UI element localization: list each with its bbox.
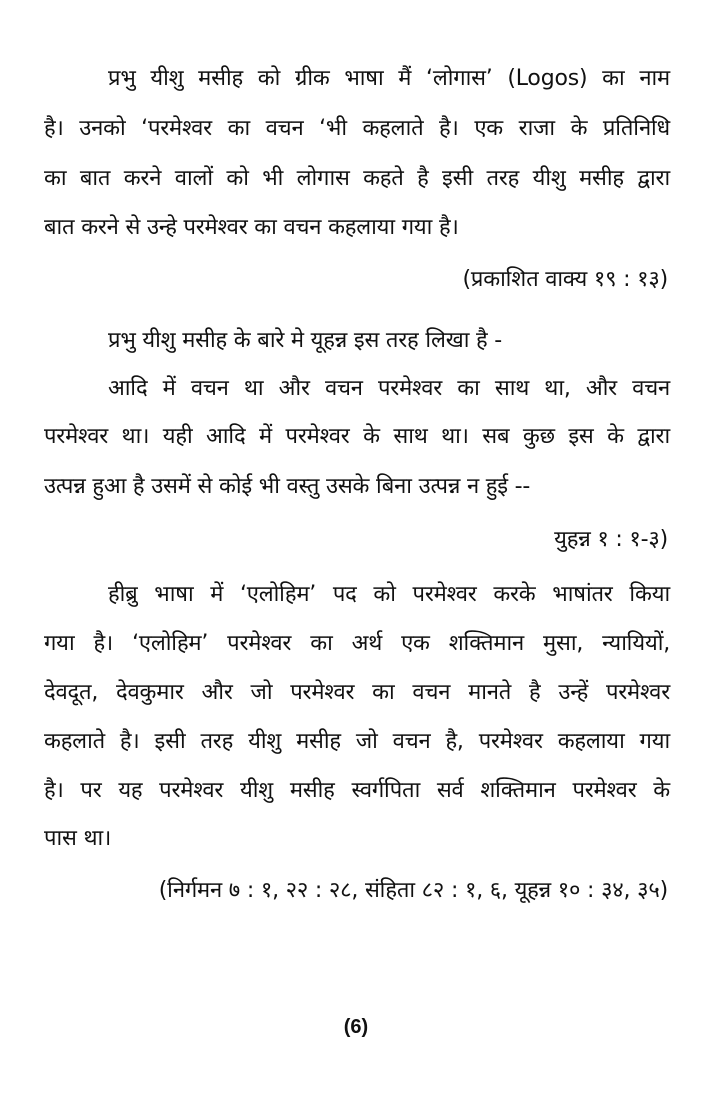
paragraph-2-line-2: आदि में वचन था और वचन परमेश्वर का साथ था, और वचन	[108, 376, 670, 401]
paragraph-1-line-2: है। उनको ‘परमेश्वर का वचन ‘भी कहलाते है। एक राजा के प्रतिनिधि	[44, 116, 670, 141]
paragraph-1-reference: (प्रकाशित वाक्य १९ : १३)	[462, 267, 668, 292]
paragraph-3-line-3: देवदूत, देवकुमार और जो परमेश्वर का वचन मानते है उन्हें परमेश्वर	[44, 680, 670, 705]
page-number: (6)	[343, 1016, 369, 1038]
paragraph-1-line-1: प्रभु यीशु मसीह को ग्रीक भाषा मैं ‘लोगास’ (Logos) का नाम	[108, 66, 670, 91]
paragraph-2-reference: युहन्न १ : १-३)	[554, 527, 668, 552]
paragraph-3-line-5: है। पर यह परमेश्वर यीशु मसीह स्वर्गपिता सर्व शक्तिमान परमेश्वर के	[44, 778, 670, 803]
paragraph-3-reference: (निर्गमन ७ : १, २२ : २८, संहिता ८२ : १, ६, यूहन्न १० : ३४, ३५)	[158, 878, 668, 903]
paragraph-3-line-1: हीब्रु भाषा में ‘एलोहिम’ पद को परमेश्वर करके भाषांतर किया	[108, 582, 670, 607]
paragraph-3-line-6: पास था।	[44, 826, 112, 851]
paragraph-3-line-4: कहलाते है। इसी तरह यीशु मसीह जो वचन है, परमेश्वर कहलाया गया	[44, 729, 670, 754]
paragraph-2-line-4: उत्पन्न हुआ है उसमें से कोई भी वस्तु उसके बिना उत्पन्न न हुई --	[44, 474, 531, 499]
paragraph-1-line-4: बात करने से उन्हे परमेश्वर का वचन कहलाया गया है।	[44, 215, 459, 240]
paragraph-2-line-3: परमेश्वर था। यही आदि में परमेश्वर के साथ था। सब कुछ इस के द्वारा	[44, 424, 670, 449]
paragraph-2-intro: प्रभु यीशु मसीह के बारे मे यूहन्न इस तरह लिखा है -	[108, 328, 503, 353]
paragraph-3-line-2: गया है। ‘एलोहिम’ परमेश्वर का अर्थ एक शक्तिमान मुसा, न्यायियों,	[44, 631, 670, 656]
paragraph-1-line-3: का बात करने वालों को भी लोगास कहते है इसी तरह यीशु मसीह द्वारा	[44, 166, 670, 191]
